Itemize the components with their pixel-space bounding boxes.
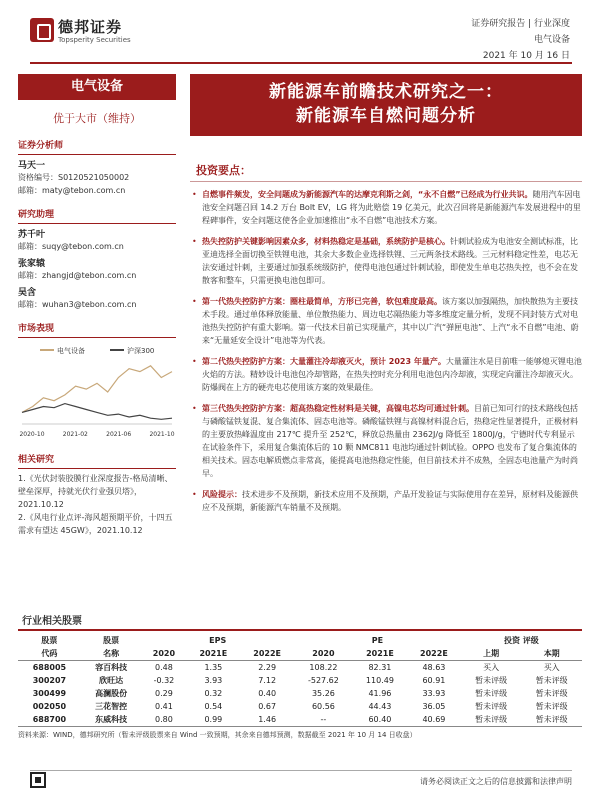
stock-name-cell: 高澜股份 <box>95 689 128 698</box>
analyst-cert: 资格编号：S0120521050002 <box>18 173 130 182</box>
col-header: 2022E <box>240 647 294 661</box>
table-header-row <box>18 634 582 647</box>
assistant-email-link[interactable]: suqy@tebon.com.cn <box>42 242 124 251</box>
related-research-item[interactable]: 2.《风电行业点评-海风超预期平价，十四五需求有望达 45GW》，2021.10.12 <box>18 513 173 535</box>
assistant-name: 吴含 <box>18 288 37 298</box>
table-cell: -527.62 <box>307 676 339 685</box>
series-line <box>22 366 172 413</box>
bullet-icon: • <box>192 237 197 246</box>
col-header: 上期 <box>461 647 522 661</box>
table-cell: 暂未评级 <box>535 715 568 724</box>
stock-name-cell: 容百科技 <box>95 663 128 672</box>
table-cell: 暂未评级 <box>475 715 508 724</box>
x-tick-label: 2020-10 <box>19 431 45 438</box>
legend-label: 沪深300 <box>127 347 155 355</box>
table-header-row <box>18 647 582 661</box>
table-cell: 36.05 <box>422 702 446 711</box>
stock-name-cell: 东威科技 <box>95 715 128 724</box>
report-date: 2021 年 10 月 16 日 <box>482 51 570 61</box>
report-type: 证券研究报告 | 行业深度 <box>471 19 570 29</box>
table-cell: -0.32 <box>153 676 175 685</box>
analyst-email: 邮箱：maty@tebon.com.cn <box>18 186 126 195</box>
table-cell: 0.54 <box>204 702 223 711</box>
report-title <box>190 74 582 136</box>
header-meta <box>471 16 570 64</box>
analyst-heading: 证券分析师 <box>18 134 176 155</box>
table-row <box>18 700 582 713</box>
col-header: 股票 <box>103 636 120 645</box>
col-header: 2021E <box>186 647 240 661</box>
bullet-icon: • <box>192 404 197 413</box>
investment-heading: 投资要点： <box>190 162 582 182</box>
company-name-en: Topsperity Securities <box>58 36 131 44</box>
table-cell: 暂未评级 <box>475 702 508 711</box>
investment-point: • 第一代热失控防护方案：圈柱最简单，方形已完善，软包难度最高。该方案以加强隔热，加快散热为主要技术手段。通过单体释放能量、单位散热能力、周边电芯隔热能力等多维度定量分析，发现不同封装方式对电池热失控防护有重大影响。第一代技术目前已实现量产，其中以广汽“弹匣电池”、上汽“永不自燃”电池、蔚来“无量延安全设计”电池等为代表。 <box>192 297 579 345</box>
main-content <box>190 74 582 522</box>
legend-label: 电气设备 <box>57 347 85 355</box>
stock-name-cell: 三花智控 <box>95 702 128 711</box>
stock-code-cell: 688005 <box>32 663 67 672</box>
table-body <box>18 661 582 727</box>
col-header: 名称 <box>81 647 142 661</box>
header-industry: 电气设备 <box>533 35 570 45</box>
qr-code-icon <box>30 772 46 788</box>
market-heading: 市场表现 <box>18 317 176 338</box>
table-cell: 41.96 <box>368 689 392 698</box>
stock-code-cell: 300207 <box>32 676 67 685</box>
page-footer <box>30 770 572 792</box>
table-cell: 60.56 <box>311 702 335 711</box>
table-cell: 3.93 <box>204 676 223 685</box>
title-line-1: 新能源车前瞻技术研究之一： <box>269 82 503 102</box>
assistant-email: 邮箱：suqy@tebon.com.cn <box>18 242 124 251</box>
investment-point: • 热失控防护关键影响因素众多，材料热稳定是基础，系统防护是核心。针刺试验成为电池安全测试标准，比亚迪选择全面切换至铁锂电池，其余大多数企业选择铁锂、三元两条技术路线。三元材料稳定性差，电芯无法安通过针刺，主要通过加强系统级防护，使得电池包通过针刺试验，即使发生单电芯热失控，也不会在发散客和整车，只需更换电池包即可。 <box>192 237 578 285</box>
market-chart-svg <box>18 342 176 442</box>
table-cell: 暂未评级 <box>535 676 568 685</box>
table-divider <box>18 726 582 727</box>
table-cell: 暂未评级 <box>535 702 568 711</box>
assistant-email-link[interactable]: wuhan3@tebon.com.cn <box>42 300 137 309</box>
table-cell: 0.80 <box>155 715 173 724</box>
report-header <box>0 0 600 70</box>
assistant-heading: 研究助理 <box>18 203 176 224</box>
table-cell: 2.29 <box>258 663 277 672</box>
col-header-eps: EPS <box>209 636 227 645</box>
col-header: 2020 <box>294 647 353 661</box>
related-stocks-table <box>18 634 582 726</box>
col-header: 2020 <box>141 647 186 661</box>
table-cell: 40.69 <box>422 715 446 724</box>
table-cell: 0.99 <box>204 715 223 724</box>
header-divider <box>30 62 572 64</box>
table-cell: 7.12 <box>258 676 277 685</box>
col-header: 2021E <box>353 647 407 661</box>
col-header-rating: 投资 评级 <box>504 636 539 645</box>
assistant-name: 张家辕 <box>18 259 46 269</box>
investment-point: • 风险提示：技术进步不及预期，新技术应用不及预期，产品开发验证与实际使用存在差异，原材料及能源供应不及预期，新能源汽车销量不及预期。 <box>192 490 578 512</box>
table-cell: 35.26 <box>311 689 335 698</box>
table-cell: 33.93 <box>422 689 446 698</box>
related-research-item[interactable]: 1.《光伏封装胶膜行业深度报告-格局清晰、壁垒深厚，持就光伏行业强贝塔》，2021.10.12 <box>18 474 173 509</box>
investment-points <box>190 188 582 514</box>
table-cell: -- <box>320 715 327 724</box>
table-row <box>18 674 582 687</box>
table-cell: 买入 <box>543 663 560 672</box>
related-stocks-section <box>18 612 582 740</box>
table-cell: 60.40 <box>368 715 392 724</box>
stock-code-cell: 300499 <box>32 689 67 698</box>
series-line <box>22 404 172 420</box>
table-row <box>18 713 582 726</box>
stock-code-cell: 688700 <box>32 715 67 724</box>
sidebar <box>18 74 176 634</box>
table-cell: 0.40 <box>258 689 277 698</box>
col-header: 本期 <box>521 647 582 661</box>
assistant-name: 苏千叶 <box>18 230 46 240</box>
company-logo-icon <box>30 18 54 42</box>
market-chart <box>18 342 176 442</box>
analyst-name: 马天一 <box>18 161 46 171</box>
table-row <box>18 661 582 675</box>
stock-code-cell: 002050 <box>32 702 67 711</box>
col-header: 股票 <box>41 636 58 645</box>
table-cell: 82.31 <box>368 663 392 672</box>
refs-heading: 相关研究 <box>18 448 176 469</box>
footer-disclaimer: 请务必阅读正文之后的信息披露和法律声明 <box>420 777 572 786</box>
sector-label: 电气设备 <box>18 74 176 100</box>
table-cell: 0.29 <box>155 689 173 698</box>
table-cell: 0.32 <box>204 689 223 698</box>
assistant-email: 邮箱：wuhan3@tebon.com.cn <box>18 300 137 309</box>
table-cell: 暂未评级 <box>475 676 508 685</box>
investment-point: • 第三代热失控防护方案：超高热稳定性材料是关键，高镍电芯均可通过针刺。目前已知可行的技术路线包括与磷酸锰铁复混、复合集流体、固态电池等。磷酸锰铁锂与高镍材料混合后，热稳定性显著提升，正极材料的主要放热峰温度由 217℃ 提升至 252℃，释放总热量由 2362J/g 降低至 1800J/g，宁德时代专利显示在试验条件下，采用复合集流体后的 10 颗 NMC811 电池均通过针刺试验。OPPO 也发布了复合集流体的相关技术。固态电解质燃点非常高，能提高电池热稳定性能，但目前技术并不成熟，全固态电池量产为时尚早。 <box>192 404 578 478</box>
rating-label: 优于大市（维持） <box>53 112 141 125</box>
table-source: 资料来源：WIND，德邦研究所（暂未评级股票来自 Wind 一致预期，其余来自德邦预测，数据截至 2021 年 10 月 14 日收盘） <box>18 731 417 739</box>
table-row <box>18 687 582 700</box>
col-header-pe: PE <box>371 636 384 645</box>
assistant-email-link[interactable]: zhangjd@tebon.com.cn <box>42 271 137 280</box>
stock-name-cell: 欣旺达 <box>99 676 124 685</box>
table-cell: 110.49 <box>365 676 394 685</box>
table-cell: 0.41 <box>155 702 173 711</box>
title-line-2: 新能源车自燃问题分析 <box>296 106 476 126</box>
x-tick-label: 2021-10 <box>149 431 175 438</box>
col-header: 2022E <box>407 647 461 661</box>
related-research-list <box>18 472 176 537</box>
bullet-icon: • <box>192 297 197 306</box>
table-cell: 0.48 <box>155 663 173 672</box>
x-tick-label: 2021-02 <box>62 431 88 438</box>
table-cell: 暂未评级 <box>475 689 508 698</box>
table-cell: 暂未评级 <box>535 689 568 698</box>
analyst-email-link[interactable]: maty@tebon.com.cn <box>42 186 126 195</box>
table-cell: 60.91 <box>422 676 446 685</box>
col-header: 代码 <box>18 647 81 661</box>
assistant-email: 邮箱：zhangjd@tebon.com.cn <box>18 271 137 280</box>
investment-point: • 自燃事件频发，安全问题成为新能源汽车的达摩克利斯之剑，“永不自燃”已经成为行业共识。随用汽车因电池安全问题召回 14.2 万台 Bolt EV，LG 将为此赔偿 19 亿美元，此次召回将是新能源汽车发展进程中的里程碑事件，安全问题这使各企业加速推出“永不自燃”电池技术方案。 <box>192 190 581 225</box>
table-cell: 108.22 <box>309 663 338 672</box>
table-cell: 44.43 <box>368 702 392 711</box>
related-stocks-heading: 行业相关股票 <box>18 612 582 631</box>
bullet-icon: • <box>192 357 197 366</box>
x-tick-label: 2021-06 <box>106 431 132 438</box>
table-cell: 1.46 <box>258 715 277 724</box>
table-cell: 48.63 <box>422 663 446 672</box>
bullet-icon: • <box>192 490 197 499</box>
table-cell: 1.35 <box>204 663 223 672</box>
table-cell: 0.67 <box>258 702 277 711</box>
investment-point: • 第二代热失控防护方案：大量灌注冷却液灭火，预计 2023 年量产。大量灌注水是目前唯一能够熄灭锂电池火焰的方法。精妙设计电池包冷却管路，在热失控时充分利用电池包内冷却液，实现定向灌注冷却液灭火。防爆阀在上方的硬壳电芯使用该方案的效果最佳。 <box>192 357 582 392</box>
footer-divider <box>30 770 572 771</box>
bullet-icon: • <box>192 190 197 199</box>
company-name: 德邦证券 <box>58 18 123 36</box>
table-cell: 买入 <box>483 663 500 672</box>
